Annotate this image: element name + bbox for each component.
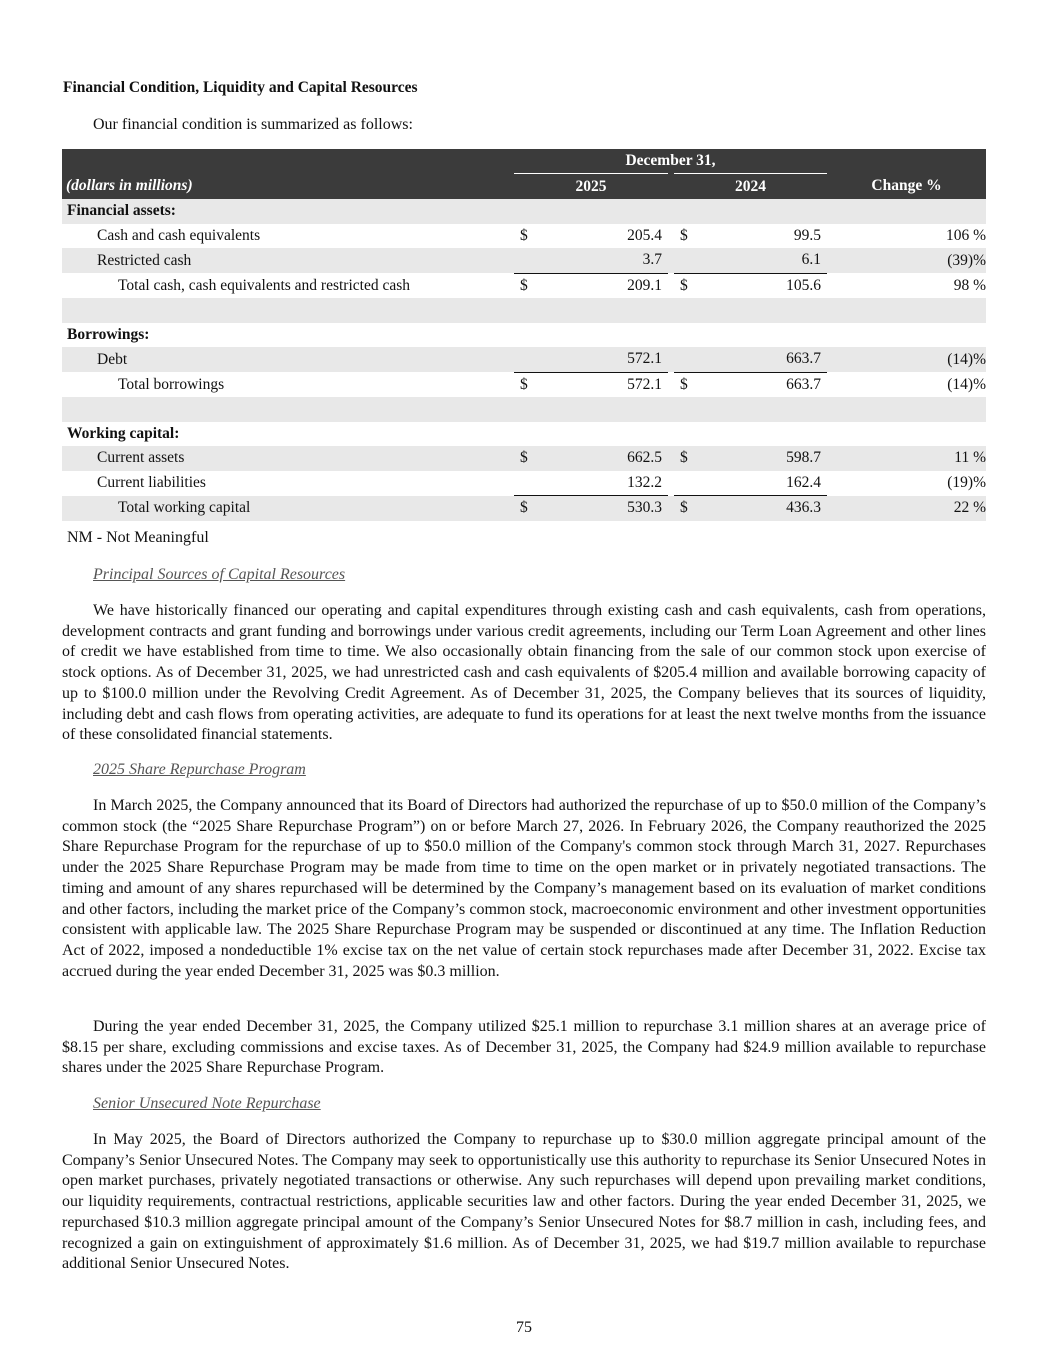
- currency-symbol: $: [514, 496, 534, 521]
- value-2025: 662.5: [534, 446, 668, 471]
- value-2025: 205.4: [534, 224, 668, 249]
- currency-symbol: $: [674, 273, 694, 298]
- table-row: [62, 471, 986, 496]
- value-2025: 132.2: [534, 471, 668, 496]
- table-header-row: [62, 149, 986, 174]
- units-label: (dollars in millions): [62, 174, 514, 200]
- currency-symbol: $: [514, 224, 534, 249]
- paragraph-share-repurchase-2: During the year ended December 31, 2025, the Company utilized $25.1 million to repurchase 3.1 million shares at an average price of $8.15 per share, excluding commissions and excise taxes. As of December 31, 2025, the Company had $24.9 million available to repurchase shares under the 2025 Share Repurchase Program.: [62, 1018, 986, 1077]
- paragraph-note-repurchase: In May 2025, the Board of Directors authorized the Company to repurchase up to $30.0 million aggregate principal amount of the Company’s Senior Unsecured Notes. The Company may seek to opportunistically use this authority to repurchase its Senior Unsecured Notes in open market purchases, privately negotiated transactions or otherwise. Any such repurchases will depend upon prevailing market conditions, our liquidity requirements, contractual restrictions, applicable securities law and other factors. During the year ended December 31, 2025, we repurchased $10.3 million aggregate principal amount of the Company’s Senior Unsecured Notes for $8.7 million in cash, including fees, and recognized a gain on extinguishment of approximately $1.6 million. As of December 31, 2025, we had $19.7 million available to repurchase additional Senior Unsecured Notes.: [62, 1131, 986, 1273]
- row-label: Restricted cash: [62, 248, 514, 273]
- currency-symbol: $: [674, 372, 694, 397]
- currency-symbol: $: [514, 372, 534, 397]
- value-2025: 530.3: [534, 496, 668, 521]
- value-2024: 663.7: [694, 372, 827, 397]
- change-value: (39)%: [827, 248, 986, 273]
- paragraph-sources: We have historically financed our operating and capital expenditures through existing cash and cash equivalents, cash from operations, development contracts and grant funding and borrowings under various credit agreements, including our Term Loan Agreement and other lines of credit we have established from time to time. We also occasionally obtain financing from the sale of our common stock upon exercise of stock options. As of December 31, 2025, we had unrestricted cash and cash equivalents of $205.4 million and available borrowing capacity of up to $100.0 million under the Revolving Credit Agreement. As of December 31, 2025, the Company believes that its sources of liquidity, including debt and cash flows from operating activities, are adequate to fund its operations for at least the next twelve months from the issuance of these consolidated financial statements.: [62, 602, 986, 744]
- intro-text: Our financial condition is summarized as follows:: [93, 116, 413, 133]
- value-2025: 3.7: [534, 248, 668, 273]
- change-header: Change %: [827, 174, 986, 200]
- change-value: 98 %: [827, 273, 986, 298]
- table-row: [62, 199, 986, 224]
- paragraph-share-repurchase-1: In March 2025, the Company announced that its Board of Directors had authorized the repurchase of up to $50.0 million of the Company’s common stock (the “2025 Share Repurchase Program”) on or before March 27, 2026. In February 2026, the Company reauthorized the 2025 Share Repurchase Program for the repurchase of up to $50.0 million of the Company's common stock through March 31, 2027. Repurchases under the 2025 Share Repurchase Program may be made from time to time on the open market or in privately negotiated transactions. The timing and amount of any shares repurchased will be determined by the Company’s management based on its evaluation of market conditions and other factors, including the market price of the Company’s common stock, macroeconomic environment and other investment opportunities consistent with applicable law. The 2025 Share Repurchase Program may be suspended or discontinued at any time. The Inflation Reduction Act of 2022, imposed a nondeductible 1% excise tax on the net value of certain stock repurchases made after December 31, 2022. Excise tax accrued during the year ended December 31, 2025 was $0.3 million.: [62, 797, 986, 980]
- table-row: [62, 323, 986, 348]
- subheading-note-repurchase: Senior Unsecured Note Repurchase: [93, 1095, 321, 1112]
- working-capital-title: Working capital:: [62, 422, 986, 447]
- currency-symbol: $: [674, 224, 694, 249]
- year-2024-header: 2024: [674, 174, 827, 200]
- row-label: Current liabilities: [62, 471, 514, 496]
- spacer-row: [62, 298, 986, 323]
- value-2024: 162.4: [694, 471, 827, 496]
- value-2024: 436.3: [694, 496, 827, 521]
- year-2025-header: 2025: [514, 174, 668, 200]
- change-value: 11 %: [827, 446, 986, 471]
- currency-symbol: $: [674, 446, 694, 471]
- change-value: 106 %: [827, 224, 986, 249]
- value-2024: 598.7: [694, 446, 827, 471]
- financial-condition-table: [62, 149, 986, 521]
- change-value: (14)%: [827, 347, 986, 372]
- value-2025: 572.1: [534, 372, 668, 397]
- currency-symbol: $: [514, 273, 534, 298]
- subheading-share-repurchase: 2025 Share Repurchase Program: [93, 761, 306, 778]
- footnote: NM - Not Meaningful: [67, 529, 209, 546]
- value-2024: 663.7: [694, 347, 827, 372]
- value-2025: 572.1: [534, 347, 668, 372]
- table-row: [62, 446, 986, 471]
- value-2025: 209.1: [534, 273, 668, 298]
- row-label: Current assets: [62, 446, 514, 471]
- table-row: [62, 248, 986, 273]
- row-label: Debt: [62, 347, 514, 372]
- table-row: [62, 422, 986, 447]
- value-2024: 99.5: [694, 224, 827, 249]
- table-row: [62, 347, 986, 372]
- change-value: 22 %: [827, 496, 986, 521]
- row-label: Cash and cash equivalents: [62, 224, 514, 249]
- table-row: [62, 496, 986, 521]
- row-label: Total working capital: [62, 496, 514, 521]
- financial-assets-title: Financial assets:: [62, 199, 986, 224]
- change-value: (19)%: [827, 471, 986, 496]
- value-2024: 6.1: [694, 248, 827, 273]
- section-heading: Financial Condition, Liquidity and Capital Resources: [63, 79, 418, 96]
- table-row: [62, 224, 986, 249]
- spacer-row: [62, 397, 986, 422]
- currency-symbol: $: [514, 446, 534, 471]
- table-row: [62, 372, 986, 397]
- period-header: December 31,: [514, 149, 827, 174]
- currency-symbol: $: [674, 496, 694, 521]
- page-number: 75: [516, 1319, 532, 1336]
- value-2024: 105.6: [694, 273, 827, 298]
- row-label: Total borrowings: [62, 372, 514, 397]
- borrowings-title: Borrowings:: [62, 323, 986, 348]
- subheading-sources: Principal Sources of Capital Resources: [93, 566, 346, 583]
- table-row: [62, 273, 986, 298]
- table-header-row: [62, 174, 986, 200]
- row-label: Total cash, cash equivalents and restricted cash: [62, 273, 514, 298]
- change-value: (14)%: [827, 372, 986, 397]
